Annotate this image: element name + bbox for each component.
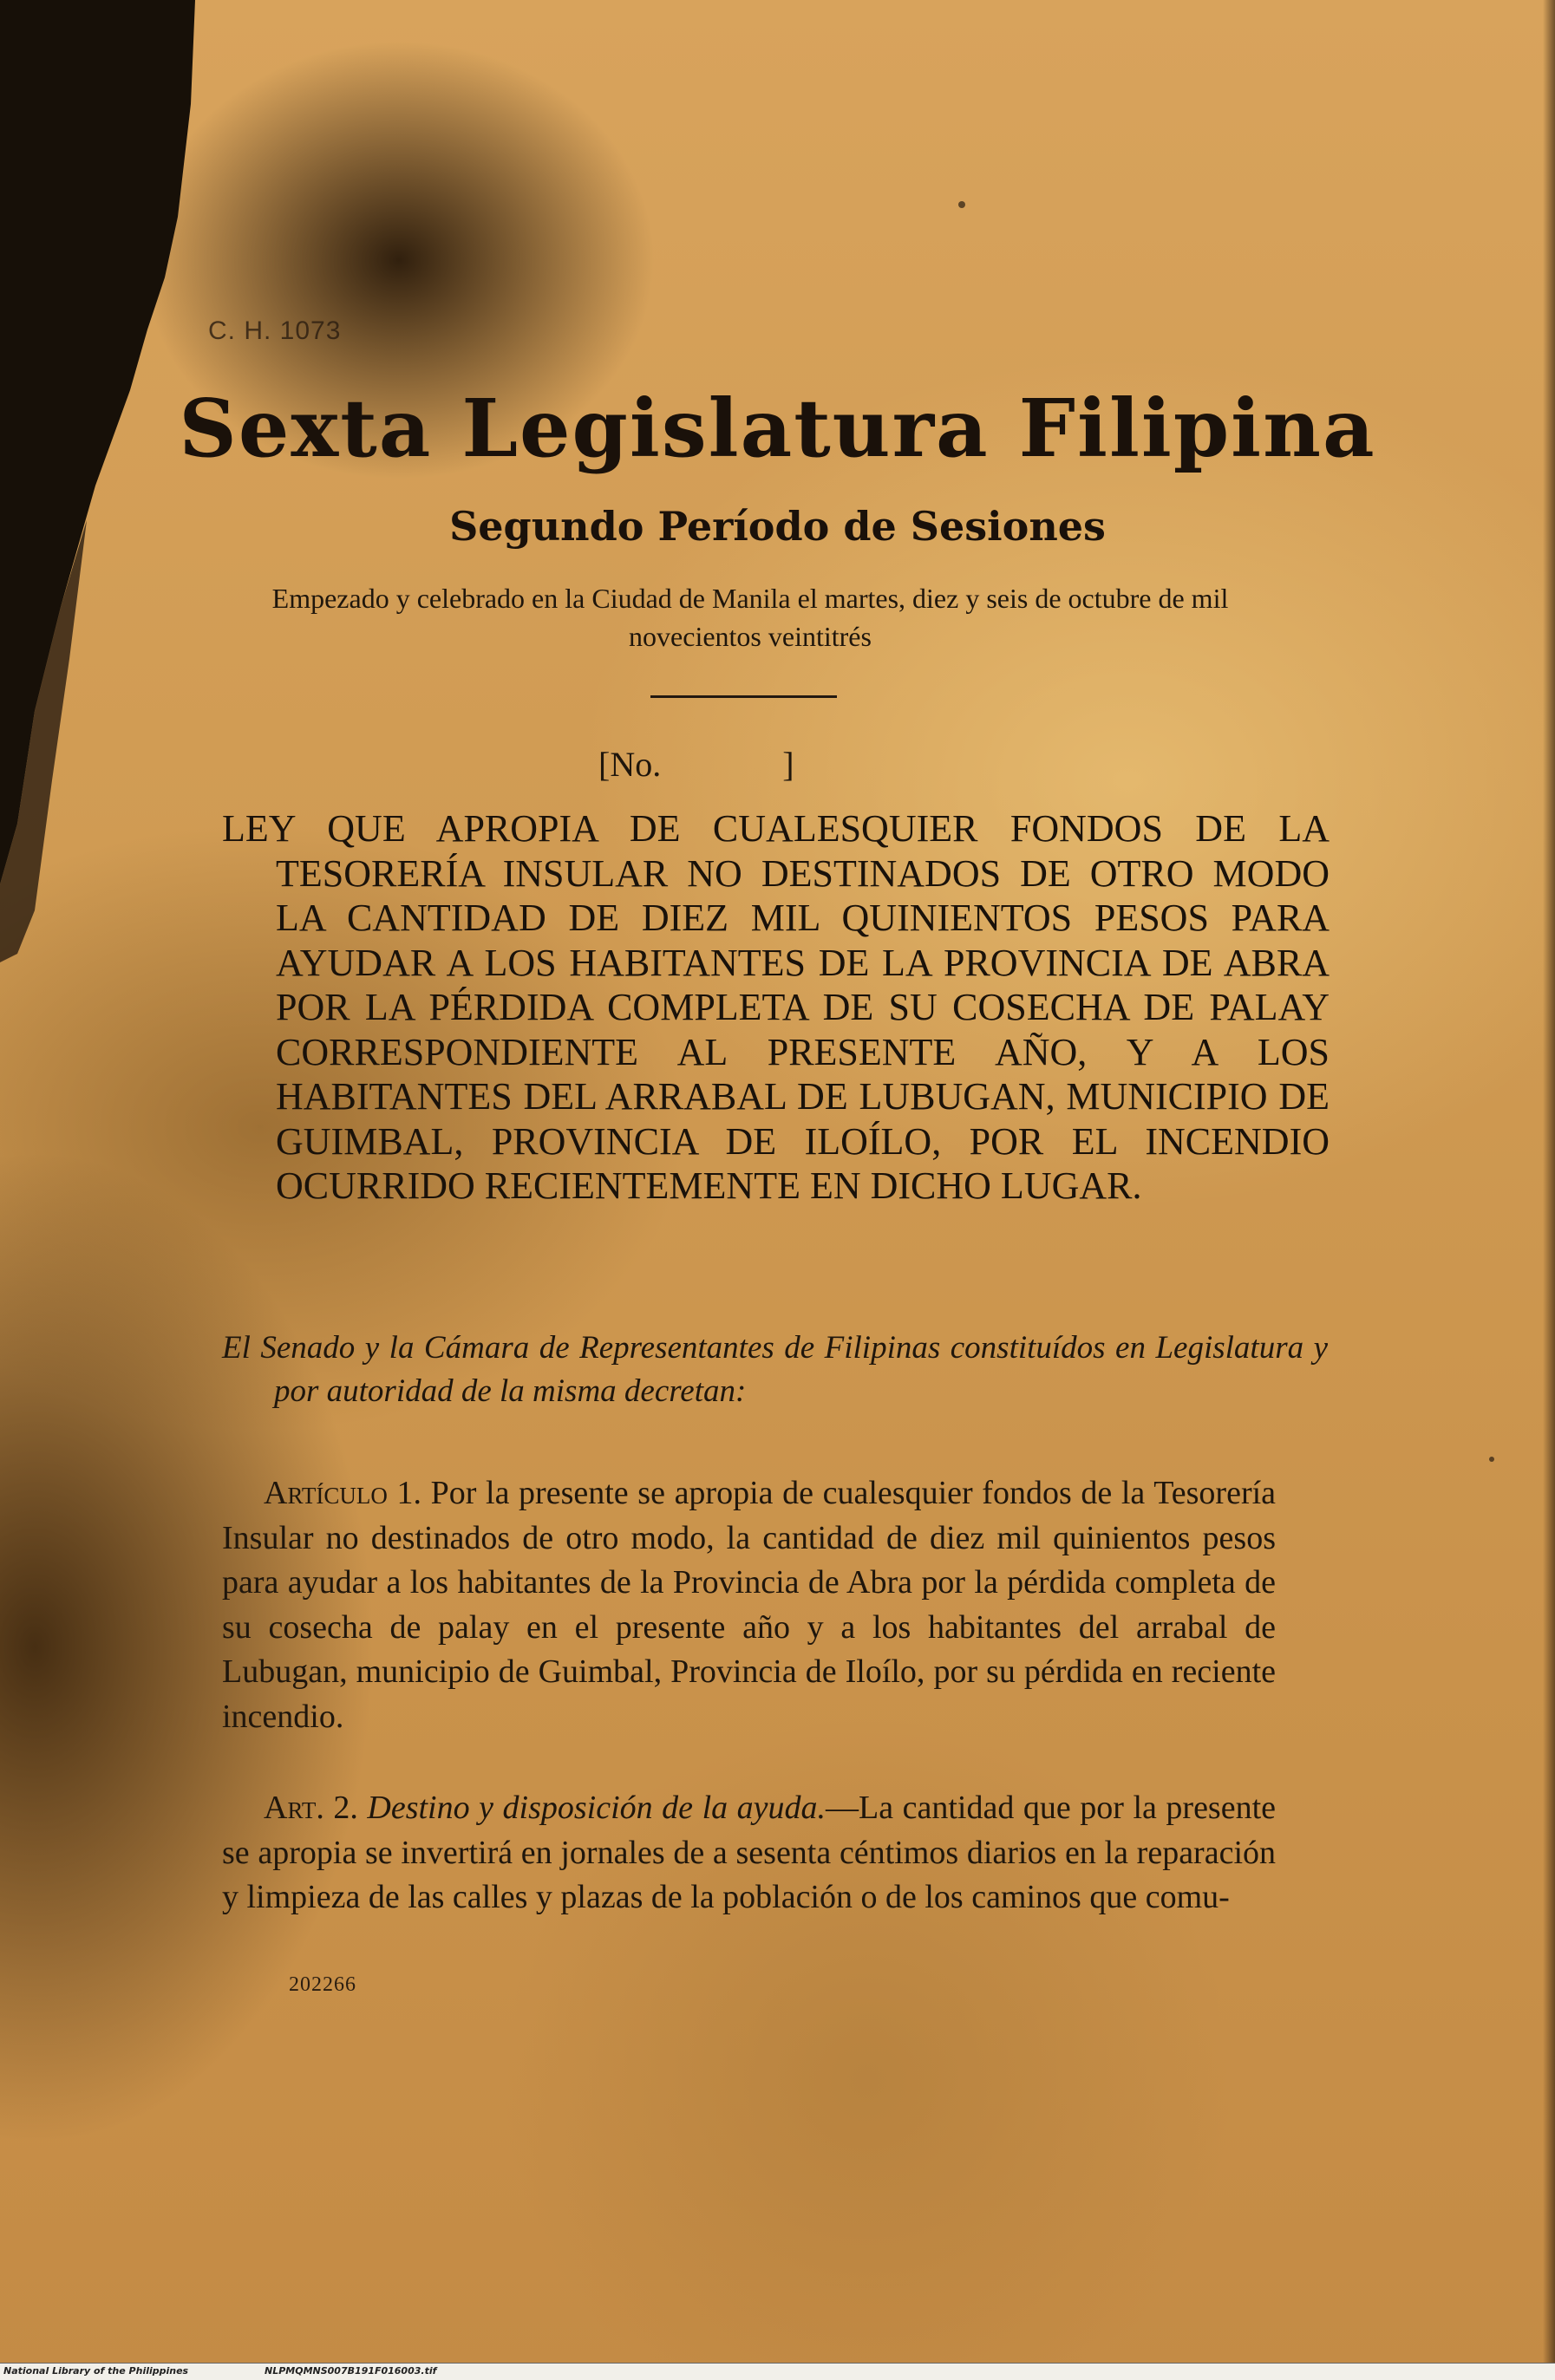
scan-footer-bar [0, 2363, 1555, 2380]
session-subtitle: Segundo Período de Sesiones [449, 503, 1106, 550]
print-code: 202266 [289, 1973, 356, 1996]
article-1-label: Artículo 1. [264, 1475, 421, 1511]
article-1-text: Por la presente se apropia de cualesquier fondos de la Tesorería Insular no destinados de otro modo, la cantidad de diez mil quinientos pesos para ayudar a los habitantes de la Provincia de Abra por la pérdida completa de su cosecha de palay en el presente año y a los habitantes del arrabal de Lubugan, municipio de Guimbal, Provincia de Iloílo, por su pérdida en reciente incendio. [222, 1475, 1277, 1735]
convened-statement: Empezado y celebrado en la Ciudad de Manila el martes, diez y seis de octubre de mil novecientos veintitrés [271, 583, 1229, 652]
scan-file-id: NLPMQMNS007B191F016003.tif [265, 2365, 437, 2377]
article-2-text: —La cantidad que por la presente se apropia se invertirá en jornales de a sesenta céntimos diarios en la reparación y limpieza de las calles y plazas de la población o de los caminos que comu- [222, 1790, 1277, 1915]
divider-rule [650, 695, 837, 698]
act-number: [No. ] [598, 745, 794, 784]
catalog-stamp: C. H. 1073 [208, 316, 342, 345]
ink-speck [958, 201, 965, 208]
ink-speck [1489, 1457, 1494, 1462]
right-edge-shadow [1543, 0, 1555, 2380]
document-title: Sexta Legislatura Filipina [179, 381, 1376, 475]
article-2 [222, 1786, 1276, 1920]
article-1 [222, 1471, 1276, 1739]
act-title: LEY QUE APROPIA DE CUALESQUIER FONDOS DE LA TESORERÍA INSULAR NO DESTINADOS DE OTRO MODO LA CANTIDAD DE DIEZ MIL QUINIENTOS PESOS PARA AYUDAR A LOS HABITANTES DE LA PROVINCIA DE ABRA POR LA PÉRDIDA COMPLETA DE SU COSECHA DE PALAY CORRESPONDIENTE AL PRESENTE AÑO, Y A LOS HABITANTES DEL ARRABAL DE LUBUGAN, MUNICIPIO DE GUIMBAL, PROVINCIA DE ILOÍLO, POR EL INCENDIO OCURRIDO RECIENTEMENTE EN DICHO LUGAR. [222, 807, 1330, 1207]
scan-credit: National Library of the Philippines [3, 2365, 189, 2377]
article-2-label: Art. 2. [264, 1790, 358, 1826]
enacting-clause: El Senado y la Cámara de Representantes de Filipinas constituídos en Legislatura y por autoridad de la misma decretan: [222, 1330, 1328, 1409]
article-2-heading: Destino y disposición de la ayuda. [367, 1790, 827, 1826]
